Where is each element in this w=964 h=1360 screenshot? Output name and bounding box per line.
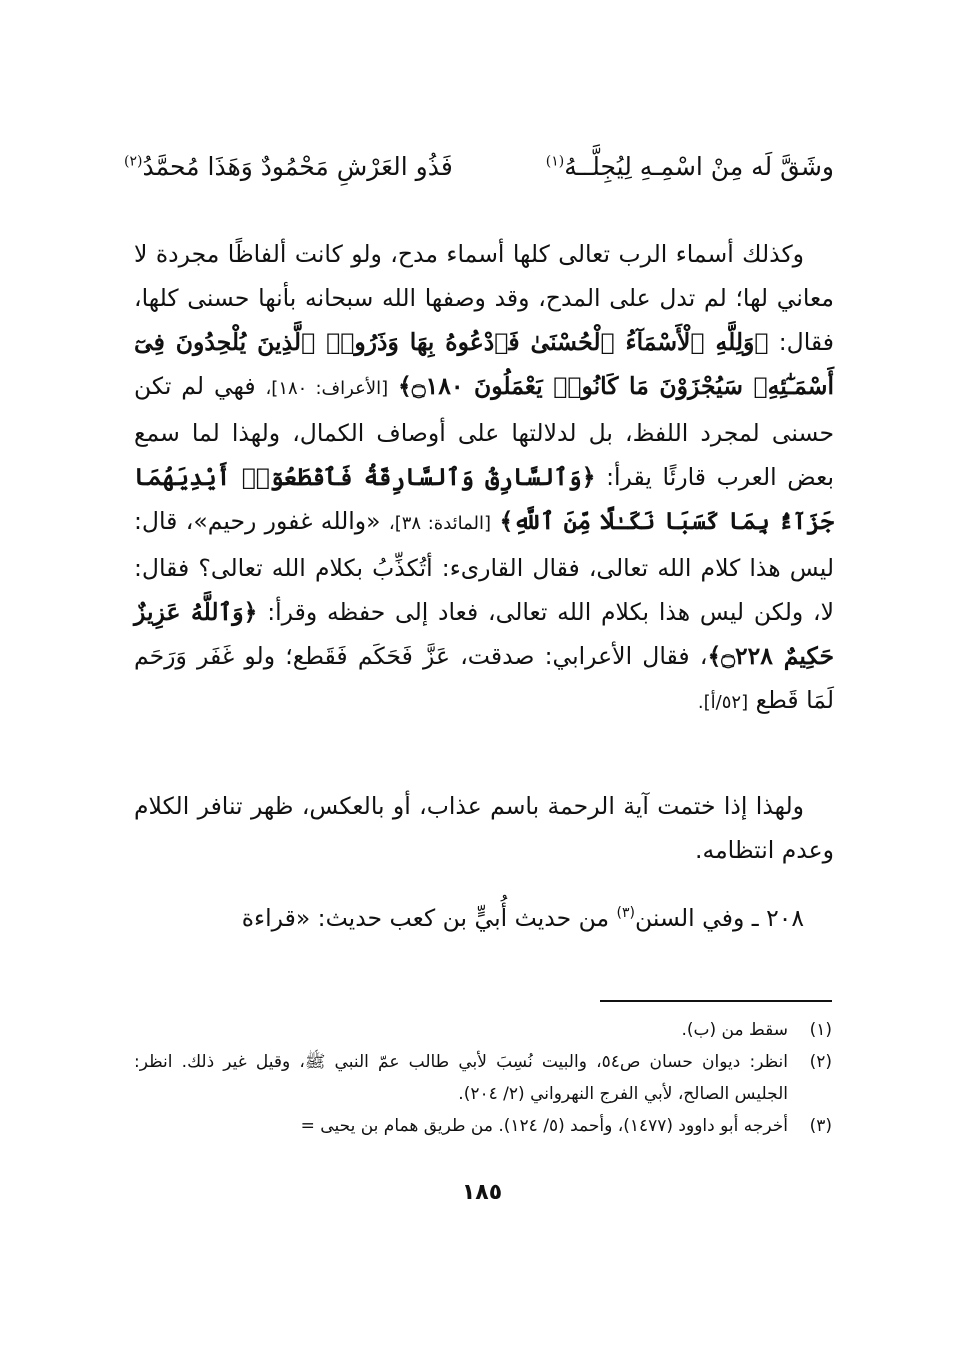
footnote-item [134,1046,832,1110]
paragraph1-text-b: فهي لم تكن حسنى لمجرد اللفظ، بل لدلالتها على أوصاف الكمال، ولهذا لما سمع بعض العرب قارئًا يقرأ: [134,372,834,491]
footnote-number: (٢) [809,1052,832,1072]
paragraph3-text-b: من حديث أُبيٍّ بن كعب حديث: «قراءة [241,904,610,932]
footnote-item [134,1014,832,1046]
quran-verse-maidah: ﴿وَٱلسَّارِقُ وَٱلسَّارِقَةُ فَٱقْطَعُوٓا۟ أَيْدِيَهُمَا جَزَآءًۢ بِمَا كَسَبَا نَكَـٰلًا مِّنَ ٱللَّهِ﴾ [134,463,834,535]
verse-reference-araf: [الأعراف: ١٨٠]، [265,378,389,399]
paragraph3-text-a: ٢٠٨ ـ وفي السنن [635,904,804,932]
manuscript-folio-marker: [٥٢/أ]. [697,692,749,713]
paragraph-names-of-god [134,232,834,725]
footnote-number: (٣) [809,1116,832,1136]
footnote-text: أخرجه أبو داوود (١٤٧٧)، وأحمد (٥/ ١٢٤). من طريق همام بن يحيى = [300,1116,788,1136]
footnote-text: انظر: ديوان حسان ص٥٤، والبيت نُسِبَ لأبي طالب عمّ النبي ﷺ، وقيل غير ذلك. انظر: الجليس الصالح، لأبي الفرج النهرواني (٢/ ٢٠٤). [134,1052,788,1104]
paragraph-208 [134,896,834,940]
poem-second-hemistich [124,152,453,181]
poem-second-hemistich-text: فَذُو العَرْشِ مَحْمُودٌ وَهَذَا مُحمَّدُ [142,152,453,181]
footnote-ref-2[interactable]: (٢) [124,153,143,170]
paragraph-verse-endings [134,784,834,872]
paragraph1-text-c: «والله غفور رحيم»، قال: ليس هذا كلام الله تعالى، فقال القارىء: أتُكذِّبُ بكلام الله تعالى؟ فقال: لا، ولكن ليس هذا بكلام الله تعالى، فعاد إلى حفظه وقرأ: [134,507,834,626]
quran-verse-araf: ﴿وَلِلَّهِ ٱلْأَسْمَآءُ ٱلْحُسْنَىٰ فَٱدْعُوهُ بِهَا وَذَرُوا۟ ٱلَّذِينَ يُلْحِدُونَ فِىٓ أَسْمَـٰٓئِهِۦ سَيُجْزَوْنَ مَا كَانُوا۟ يَعْمَلُونَ ۝١٨٠﴾ [134,328,834,400]
paragraph1-text-a: وكذلك أسماء الرب تعالى كلها أسماء مدح، ولو كانت ألفاظًا مجردة لا معاني لها؛ لم تدل على المدح، وقد وصفها الله سبحانه بأنها حسنى كلها، فقال: [134,240,834,356]
page-number: ١٨٥ [461,1180,503,1205]
footnote-number: (١) [809,1020,832,1040]
footnote-text: سقط من (ب). [681,1020,788,1040]
poem-first-hemistich-text: وشَقَّ لَه مِنْ اسْمِـهِ لِيُجِلَّــهُ [564,152,834,181]
paragraph2-text: ولهذا إذا ختمت آية الرحمة باسم عذاب، أو بالعكس، ظهر تنافر الكلام وعدم انتظامه. [134,792,834,864]
verse-reference-maidah: [المائدة: ٣٨]، [388,513,492,534]
poem-verse [124,152,834,202]
footnote-ref-3[interactable]: (٣) [616,905,636,922]
footnotes-section [134,1014,832,1142]
quran-verse-aziz-hakim: ﴿وَٱللَّهُ عَزِيزٌ حَكِيمٌ ۝٢٢٨﴾ [134,598,835,670]
poem-first-hemistich [546,152,834,181]
footnote-item [134,1110,832,1142]
footnote-divider [600,1000,832,1002]
paragraph1-text-d: ، فقال الأعرابي: صدقت، عَزَّ فَحَكَم فَقَطع؛ ولو غَفَر وَرَحَم لَمَا قَطع [134,642,834,714]
footnote-ref-1[interactable]: (١) [545,153,565,170]
